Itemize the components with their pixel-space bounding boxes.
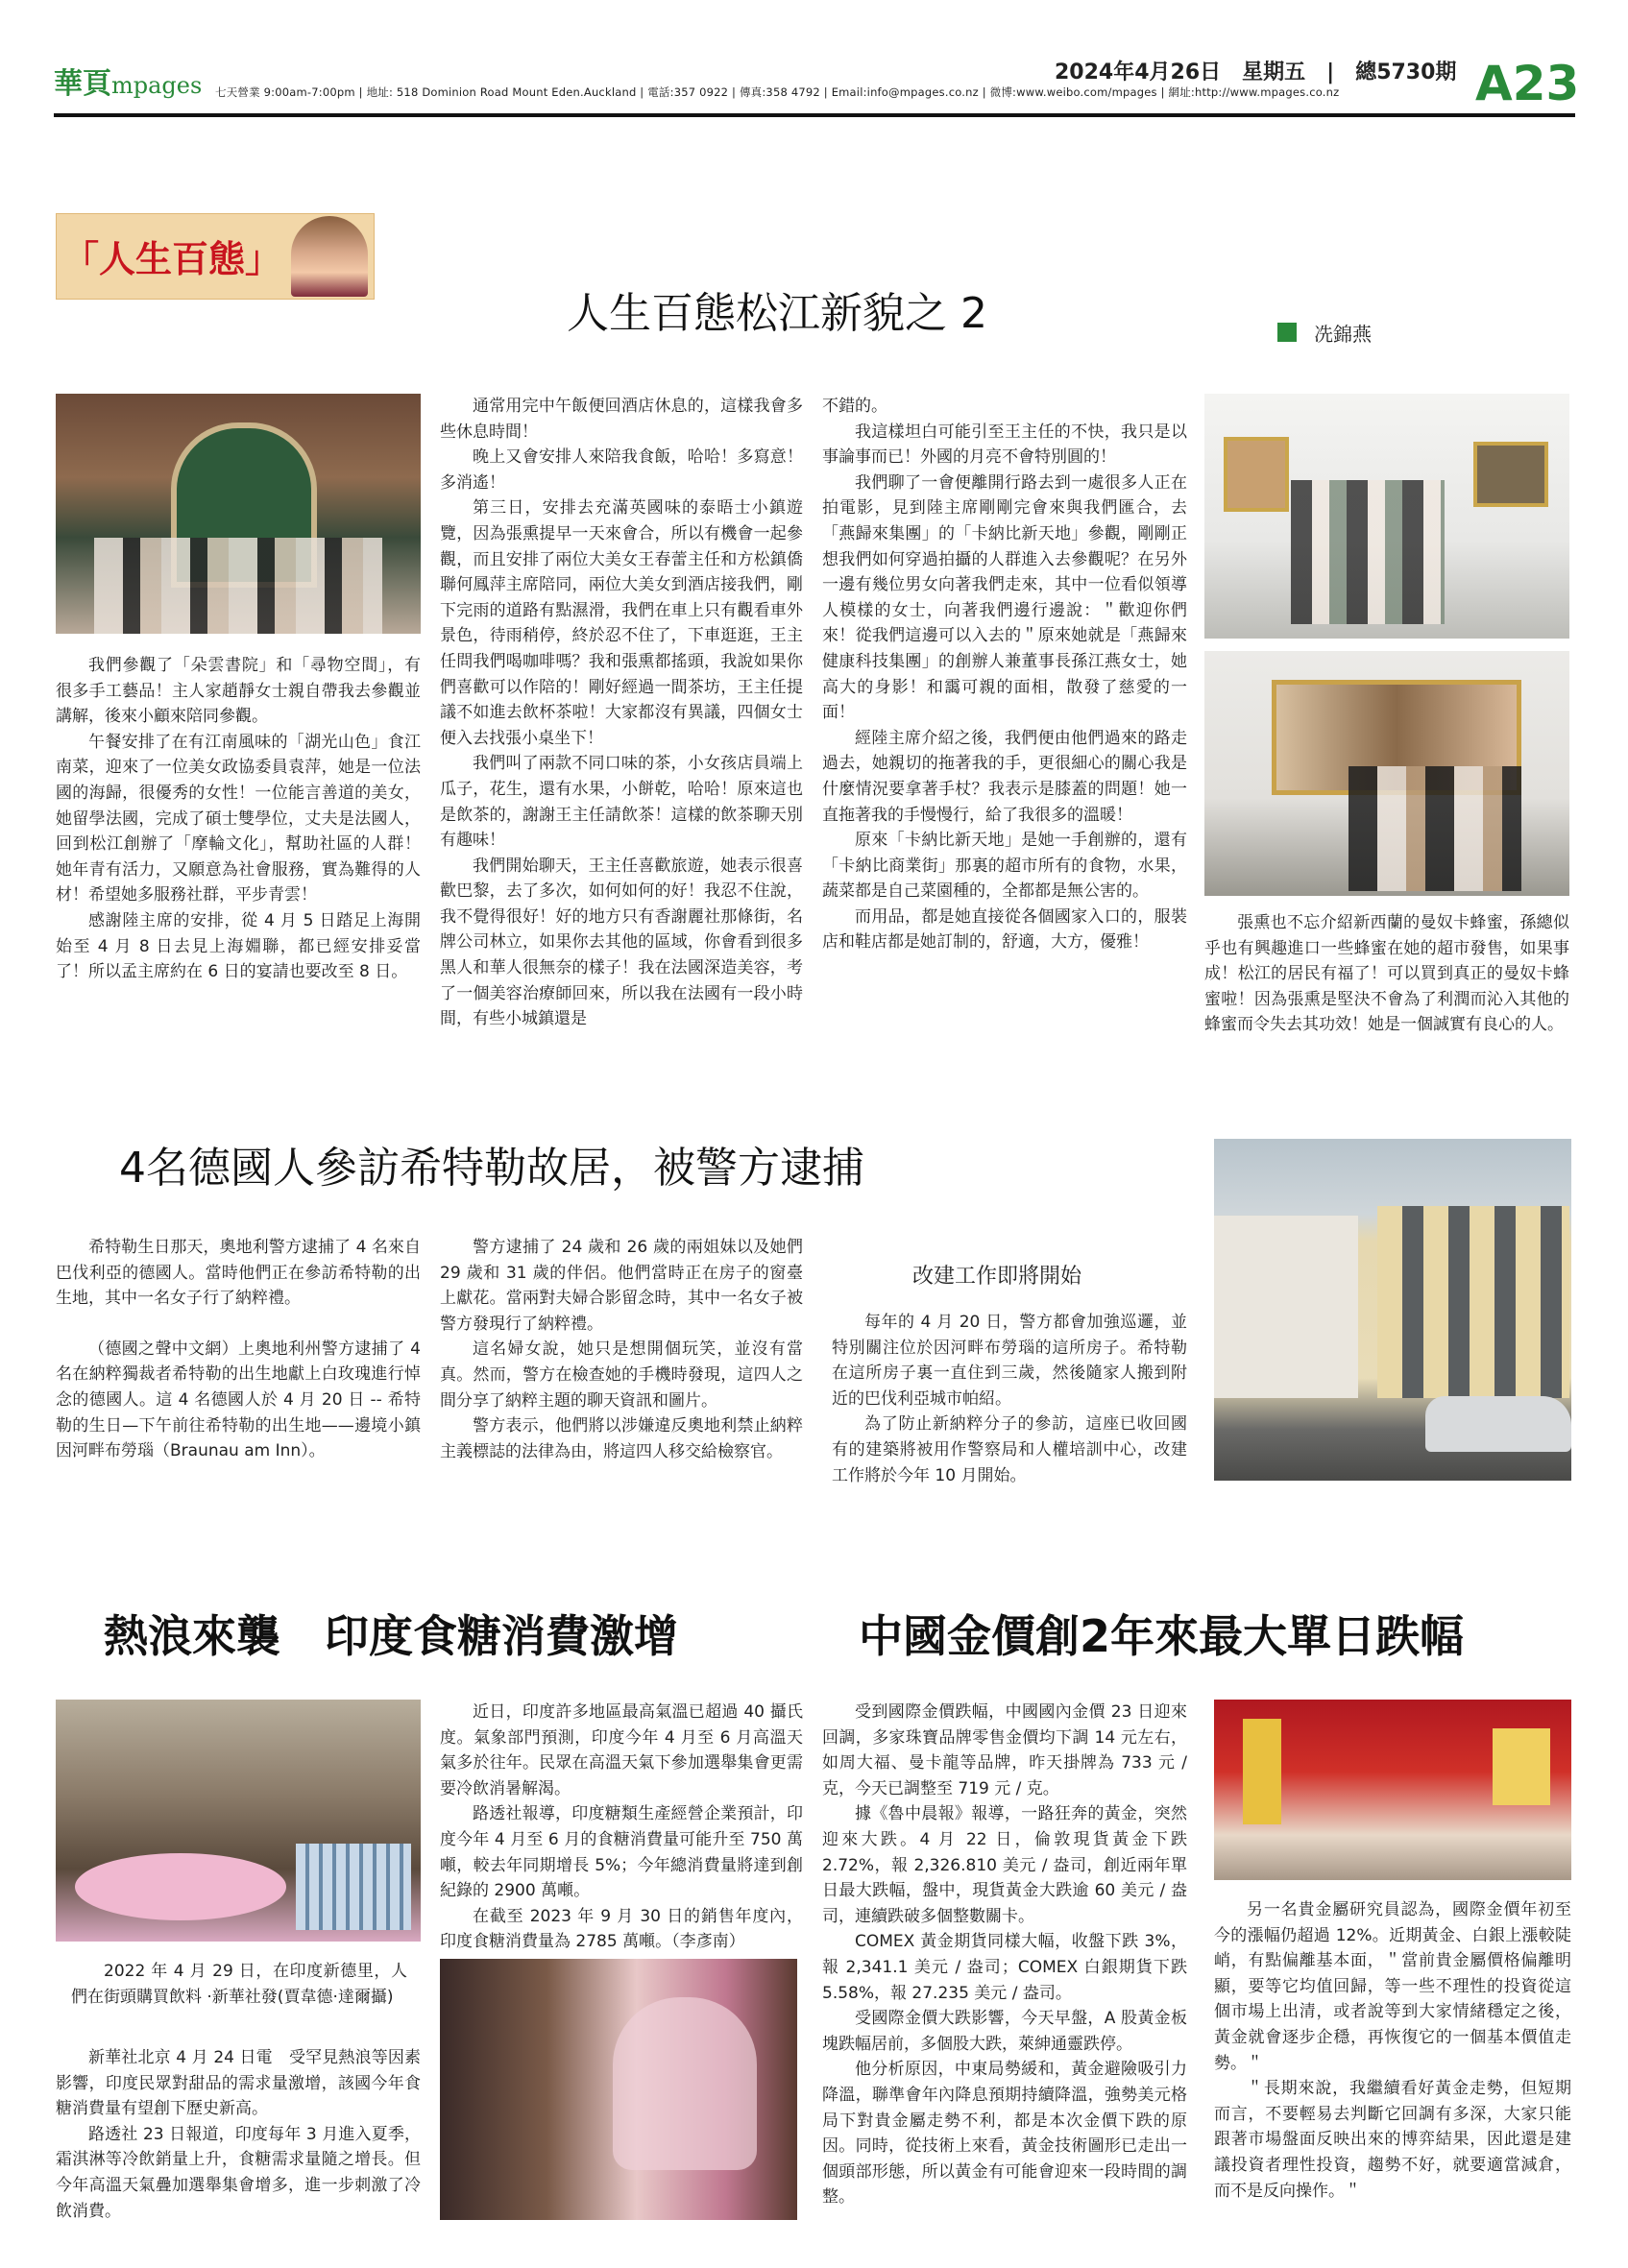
paragraph: 在截至 2023 年 9 月 30 日的銷售年度內，印度食糖消費量為 2785 萬噸。（李彥南） — [440, 1906, 803, 1952]
article1-author: 冼錦燕 — [1314, 323, 1372, 346]
paragraph: 他分析原因，中東局勢緩和，黃金避險吸引力降溫，聯準會年內降息預期持續降溫，強勢美元格局下對貴金屬走勢不利，都是本次金價下跌的原因。同時，從技術上來看，黃金技術圖形已走出一個頭部形態，所以黃金有可能會迎來一段時間的調整。 — [822, 2060, 1187, 2208]
paragraph: ＂長期來說，我繼續看好黃金走勢，但短期而言，不要輕易去判斷它回調有多深，大家只能跟著市場盤面反映出來的博弈結果，因此還是建議投資者理性投資，趨勢不好，就要適當減倉，而不是反向操作。＂ — [1214, 2079, 1571, 2201]
paragraph: 我們開始聊天，王主任喜歡旅遊，她表示很喜歡巴黎，去了多次，如何如何的好！我忍不住說，我不覺得很好！好的地方只有香謝麗社那條街，名牌公司林立，如果你去其他的區域，你會看到很多黑人和華人很無奈的樣子！我在法國深造美容，考了一個美容治療師回來，所以我在法國有一段小時間，有些小城鎮還是 — [440, 856, 803, 1029]
article4-col1 — [822, 1700, 1187, 2210]
paragraph: 另一名貴金屬研究員認為，國際金價年初至今的漲幅仍超過 12%。近期黃金、白銀上漲較陡峭，有點偏離基本面，＂當前貴金屬價格偏離明顯，要等它均值回歸，等一些不理性的投資從這個市場上出清，或者說等到大家情緒穩定之後，黃金就會逐步企穩，再恢復它的一個基本價值走勢。＂ — [1214, 1900, 1571, 2073]
paragraph: 我們聊了一會便離開行路去到一處很多人正在拍電影，見到陸主席剛剛完會來與我們匯合，去「燕歸來集團」的「卡納比新天地」參觀，剛剛正想我們如何穿過拍攝的人群進入去參觀呢？在另外一邊有幾位男女向著我們走來，其中一位看似領導人模樣的女士，向著我們邊行邊說：＂歡迎你們來！從我們這邊可以入去的＂原來她就是「燕歸來健康科技集團」的創辦人兼董事長孫江燕女士，她高大的身影！和靄可親的面相，散發了慈愛的一面！ — [822, 472, 1187, 723]
author-portrait — [291, 216, 368, 297]
paragraph: （德國之聲中文網）上奧地利州警方逮捕了 4 名在納粹獨裁者希特勒的出生地獻上白玫瑰進行悼念的德國人。這 4 名德國人於 4 月 20 日 -- 希特勒的生日—下午前往希特勒的出生地——邊境小鎮因河畔布勞瑙（Braunau am Inn）。 — [56, 1339, 421, 1461]
article3-col2 — [440, 1700, 803, 1955]
paragraph: 受國際金價大跌影響，今天早盤，A 股黃金板塊跌幅居前，多個股大跌，萊紳通靈跌停。 — [822, 2009, 1187, 2054]
article2-col1 — [56, 1235, 421, 1464]
issue-date: 2024年4月26日 星期五 | 總5730期 — [1055, 60, 1457, 84]
masthead-info: 七天營業 9:00am-7:00pm | 地址: 518 Dominion Road Mount Eden.Auckland | 電話:357 0922 | 傳真:358 4792 | Email:info@mpages.co.nz | 微博:www.weibo.com/mpages | 網址:http://www.mpages.co.nz — [215, 85, 1340, 99]
paragraph: 這名婦女說，她只是想開個玩笑，並沒有當真。然而，警方在檢查她的手機時發現，這四人之間分享了納粹主題的聊天資訊和圖片。 — [440, 1339, 803, 1411]
paragraph: 警方表示，他們將以涉嫌違反奧地利禁止納粹主義標誌的法律為由，將這四人移交給檢察官。 — [440, 1416, 803, 1461]
column-banner — [56, 213, 375, 300]
photo-art-room — [1204, 651, 1569, 896]
header-rule — [54, 113, 1575, 117]
photo-gold-shop — [1214, 1700, 1571, 1880]
article2-col2 — [440, 1235, 803, 1464]
article2-col3 — [832, 1310, 1187, 1488]
paragraph: 我這樣坦白可能引至王主任的不快，我只是以事論事而已！外國的月亮不會特別圓的！ — [822, 422, 1187, 468]
article1-title: 人生百態松江新貌之 2 — [567, 289, 987, 338]
paragraph: 我們參觀了「朵雲書院」和「尋物空間」，有很多手工藝品！主人家趙靜女士親自帶我去參觀並講解，後來小顧來陪同參觀。 — [56, 656, 421, 727]
article2-subtitle: 改建工作即將開始 — [912, 1265, 1082, 1289]
masthead-logo — [54, 60, 207, 104]
article2-title: 4名德國人參訪希特勒故居，被警方逮捕 — [119, 1144, 864, 1193]
article4-title: 中國金價創2年來最大單日跌幅 — [859, 1610, 1465, 1662]
paragraph: 不錯的。 — [822, 397, 887, 416]
paragraph: 第三日，安排去充滿英國味的泰晤士小鎮遊覽，因為張熏提早一天來會合，所以有機會一起參觀，而且安排了兩位大美女王春蕾主任和方松鎮僑聯何鳳萍主席陪同，兩位大美女到酒店接我們，剛下完雨的道路有點濕滑，我們在車上只有觀看車外景色，待雨稍停，終於忍不住了，下車逛逛，王主任問我們喝咖啡嗎？我和張熏都搖頭，我說如果你們喜歡可以作陪的！剛好經過一間茶坊，王主任提議不如進去飲杯茶啦！大家都沒有異議，四個女士便入去找張小桌坐下！ — [440, 498, 803, 748]
page-number: A23 — [1475, 56, 1580, 111]
paragraph: 午餐安排了在有江南風味的「湖光山色」食江南菜，迎來了一位美女政協委員袁萍，她是一位法國的海歸，很優秀的女性！一位能言善道的美女，她留學法國，完成了碩士雙學位，丈夫是法國人，回到松江創辦了「摩輪文化」，幫助社區的人群！她年青有活力，又願意為社會服務，實為難得的人材！希望她多服務社群，平步青雲！ — [56, 732, 421, 905]
photo-bookstore-visit — [56, 394, 421, 634]
paragraph: 受到國際金價跌幅，中國國內金價 23 日迎來回調，多家珠寶品牌零售金價均下調 14 元左右，如周大福、曼卡龍等品牌，昨天掛牌為 733 元 / 克，今天已調整至 719 元 / 克。 — [822, 1702, 1187, 1798]
photo-hitler-birthplace — [1214, 1139, 1571, 1481]
photo-ice-cream — [440, 1959, 797, 2220]
caption-text: 2022 年 4 月 29 日，在印度新德里，人們在街頭購買飲料 ·新華社發(賈韋德·達爾攝) — [71, 1962, 407, 2007]
paragraph: 近日，印度許多地區最高氣溫已超過 40 攝氏度。氣象部門預測，印度今年 4 月至 6 月高溫天氣多於往年。民眾在高溫天氣下參加選舉集會更需要冷飲消暑解渴。 — [440, 1702, 803, 1798]
article1-col1 — [56, 653, 421, 985]
article1-col2 — [440, 394, 803, 1032]
article4-col2 — [1214, 1897, 1571, 2204]
paragraph: 路透社 23 日報道，印度每年 3 月進入夏季，霜淇淋等冷飲銷量上升，食糖需求量隨之增長。但今年高溫天氣疊加選舉集會增多，進一步刺激了冷飲消費。 — [56, 2124, 421, 2221]
paragraph: 經陸主席介紹之後，我們便由他們過來的路走過去，她親切的拖著我的手，更很細心的關心我是什麼情況要拿著手杖？我表示是膝蓋的問題！她一直拖著我的手慢慢行，給了我很多的溫暖！ — [822, 728, 1187, 825]
paragraph: 通常用完中午飯便回酒店休息的，這樣我會多些休息時間！ — [440, 397, 803, 442]
paragraph: 晚上又會安排人來陪我食飯，哈哈！多寫意！多消遙！ — [440, 447, 803, 493]
paragraph: 新華社北京 4 月 24 日電 受罕見熱浪等因素影響，印度民眾對甜品的需求量激增，該國今年食糖消費量有望創下歷史新高。 — [56, 2048, 421, 2119]
article1-col4 — [1204, 910, 1569, 1038]
article1-col3 — [822, 394, 1187, 955]
paragraph: 我們叫了兩款不同口味的茶，小女孩店員端上瓜子，花生，還有水果，小餅乾，哈哈！原來這也是飲茶的，謝謝王主任請飲茶！這樣的飲茶聊天別有趣味！ — [440, 754, 803, 851]
paragraph: 張熏也不忘介紹新西蘭的曼奴卡蜂蜜，孫總似乎也有興趣進口一些蜂蜜在她的超市發售，如果事成！松江的居民有福了！可以買到真正的曼奴卡蜂蜜啦！因為張熏是堅決不會為了利潤而沁入其他的蜂蜜而令失去其功效！她是一個誠實有良心的人。 — [1204, 913, 1569, 1035]
photo-gallery-group — [1204, 394, 1569, 639]
photo-caption — [71, 1959, 407, 2010]
logo-en: mpages — [111, 72, 203, 99]
paragraph: 據《魯中晨報》報導，一路狂奔的黃金，突然迎來大跌。4 月 22 日，倫敦現貨黃金下跌 2.72%，報 2,326.810 美元 / 盎司，創近兩年單日最大跌幅，盤中，現貨黃金大跌逾 60 美元 / 盎司，連續跌破多個整數關卡。 — [822, 1804, 1187, 1926]
paragraph: 感謝陸主席的安排，從 4 月 5 日踏足上海開始至 4 月 8 日去見上海婣聯，都已經安排妥當了！所以孟主席約在 6 日的宴請也要改至 8 日。 — [56, 910, 421, 982]
photo-drink-stall — [56, 1700, 421, 1942]
article3-col1 — [56, 2045, 421, 2224]
paragraph: 為了防止新納粹分子的參訪，這座已收回國有的建築將被用作警察局和人權培訓中心，改建工作將於今年 10 月開始。 — [832, 1414, 1187, 1485]
logo-cn: 華頁 — [54, 67, 111, 101]
paragraph: 每年的 4 月 20 日，警方都會加強巡邏，並特別關注位於因河畔布勞瑙的這所房子。希特勒在這所房子裏一直住到三歲，然後隨家人搬到附近的巴伐利亞城市帕紹。 — [832, 1313, 1187, 1409]
author-marker — [1277, 323, 1297, 342]
column-label: 「人生百態」 — [62, 237, 282, 280]
paragraph: 原來「卡納比新天地」是她一手創辦的，還有「卡納比商業街」那裏的超市所有的食物，水果，蔬菜都是自己菜園種的，全都都是無公害的。 — [822, 831, 1187, 902]
paragraph: 警方逮捕了 24 歲和 26 歲的兩姐妹以及她們 29 歲和 31 歲的伴侶。他們當時正在房子的窗臺上獻花。當兩對夫婦合影留念時，其中一名女子被警方發現行了納粹禮。 — [440, 1238, 803, 1334]
paragraph: COMEX 黃金期貨同樣大幅，收盤下跌 3%，報 2,341.1 美元 / 盎司；COMEX 白銀期貨下跌 5.58%，報 27.235 美元 / 盎司。 — [822, 1932, 1187, 2003]
paragraph: 希特勒生日那天，奧地利警方逮捕了 4 名來自巴伐利亞的德國人。當時他們正在參訪希特勒的出生地，其中一名女子行了納粹禮。 — [56, 1238, 421, 1309]
paragraph: 路透社報導，印度糖類生產經營企業預計，印度今年 4 月至 6 月的食糖消費量可能升至 750 萬噸，較去年同期增長 5%；今年總消費量將達到創紀錄的 2900 萬噸。 — [440, 1804, 803, 1901]
article3-title: 熱浪來襲 印度食糖消費激增 — [104, 1610, 678, 1662]
paragraph: 而用品，都是她直接從各個國家入口的，服裝店和鞋店都是她訂制的，舒適，大方，優雅！ — [822, 906, 1187, 953]
